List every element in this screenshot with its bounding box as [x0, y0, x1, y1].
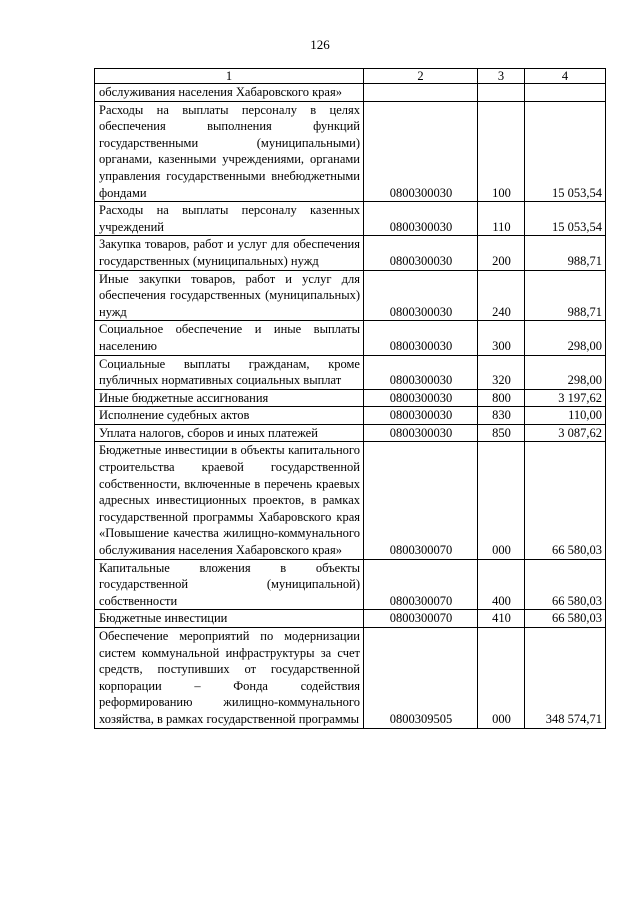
row-amount: 66 580,03 [525, 610, 606, 628]
row-amount: 3 197,62 [525, 389, 606, 407]
table-row [95, 321, 606, 355]
row-expense-type: 410 [478, 610, 525, 628]
row-expense-type: 000 [478, 628, 525, 729]
row-expense-type: 400 [478, 559, 525, 610]
row-amount: 66 580,03 [525, 559, 606, 610]
row-amount: 298,00 [525, 355, 606, 389]
row-code: 0800300030 [364, 270, 478, 321]
row-name: Бюджетные инвестиции в объекты капитального строительства краевой государственной собственности, включенные в перечень краевых адресных инвестиционных проектов, в рамках государственной программы Хабаровского края «Повышение качества жилищно-коммунального обслуживания населения Хабаровского края» [95, 442, 364, 559]
row-expense-type: 240 [478, 270, 525, 321]
row-amount: 110,00 [525, 407, 606, 425]
row-expense-type [478, 84, 525, 102]
table-row [95, 628, 606, 729]
column-header: 1 [95, 69, 364, 84]
row-amount: 66 580,03 [525, 442, 606, 559]
row-expense-type: 200 [478, 236, 525, 270]
table-row [95, 559, 606, 610]
row-name: обслуживания населения Хабаровского края» [95, 84, 364, 102]
row-expense-type: 800 [478, 389, 525, 407]
row-code: 0800309505 [364, 628, 478, 729]
table-row [95, 610, 606, 628]
column-header: 3 [478, 69, 525, 84]
table-row [95, 424, 606, 442]
row-name: Исполнение судебных актов [95, 407, 364, 425]
row-name: Социальное обеспечение и иные выплаты населению [95, 321, 364, 355]
row-expense-type: 850 [478, 424, 525, 442]
row-name: Иные бюджетные ассигнования [95, 389, 364, 407]
row-amount [525, 84, 606, 102]
row-code: 0800300030 [364, 407, 478, 425]
row-name: Капитальные вложения в объекты государственной (муниципальной) собственности [95, 559, 364, 610]
row-name: Социальные выплаты гражданам, кроме публичных нормативных социальных выплат [95, 355, 364, 389]
row-expense-type: 000 [478, 442, 525, 559]
budget-table [94, 68, 606, 729]
row-name: Закупка товаров, работ и услуг для обеспечения государственных (муниципальных) нужд [95, 236, 364, 270]
row-name: Бюджетные инвестиции [95, 610, 364, 628]
table-row [95, 236, 606, 270]
row-expense-type: 320 [478, 355, 525, 389]
column-header: 4 [525, 69, 606, 84]
row-name: Иные закупки товаров, работ и услуг для обеспечения государственных (муниципальных) нужд [95, 270, 364, 321]
table-row [95, 389, 606, 407]
column-header: 2 [364, 69, 478, 84]
table-row [95, 84, 606, 102]
row-code: 0800300030 [364, 202, 478, 236]
row-code: 0800300030 [364, 321, 478, 355]
row-code [364, 84, 478, 102]
page-number: 126 [310, 37, 330, 52]
row-expense-type: 110 [478, 202, 525, 236]
row-name: Расходы на выплаты персоналу казенных учреждений [95, 202, 364, 236]
row-expense-type: 100 [478, 101, 525, 202]
row-code: 0800300030 [364, 424, 478, 442]
row-amount: 348 574,71 [525, 628, 606, 729]
row-code: 0800300070 [364, 442, 478, 559]
table-row [95, 442, 606, 559]
table-row [95, 355, 606, 389]
row-amount: 15 053,54 [525, 202, 606, 236]
row-code: 0800300030 [364, 389, 478, 407]
row-name: Обеспечение мероприятий по модернизации систем коммунальной инфраструктуры за счет средств, поступивших от государственной корпорации – Фонда содействия реформированию жилищно-коммунального хозяйства, в рамках государственной программы [95, 628, 364, 729]
row-code: 0800300070 [364, 610, 478, 628]
row-code: 0800300030 [364, 101, 478, 202]
row-expense-type: 300 [478, 321, 525, 355]
table-header-row [95, 69, 606, 84]
row-name: Уплата налогов, сборов и иных платежей [95, 424, 364, 442]
table-row [95, 202, 606, 236]
row-code: 0800300030 [364, 355, 478, 389]
table-row [95, 270, 606, 321]
row-amount: 988,71 [525, 270, 606, 321]
table-row [95, 101, 606, 202]
row-name: Расходы на выплаты персоналу в целях обеспечения выполнения функций государственными (муниципальными) органами, казенными учреждениями, органами управления государственными внебюджетными фондами [95, 101, 364, 202]
row-code: 0800300030 [364, 236, 478, 270]
row-amount: 15 053,54 [525, 101, 606, 202]
row-amount: 988,71 [525, 236, 606, 270]
row-expense-type: 830 [478, 407, 525, 425]
table-row [95, 407, 606, 425]
row-code: 0800300070 [364, 559, 478, 610]
row-amount: 298,00 [525, 321, 606, 355]
row-amount: 3 087,62 [525, 424, 606, 442]
